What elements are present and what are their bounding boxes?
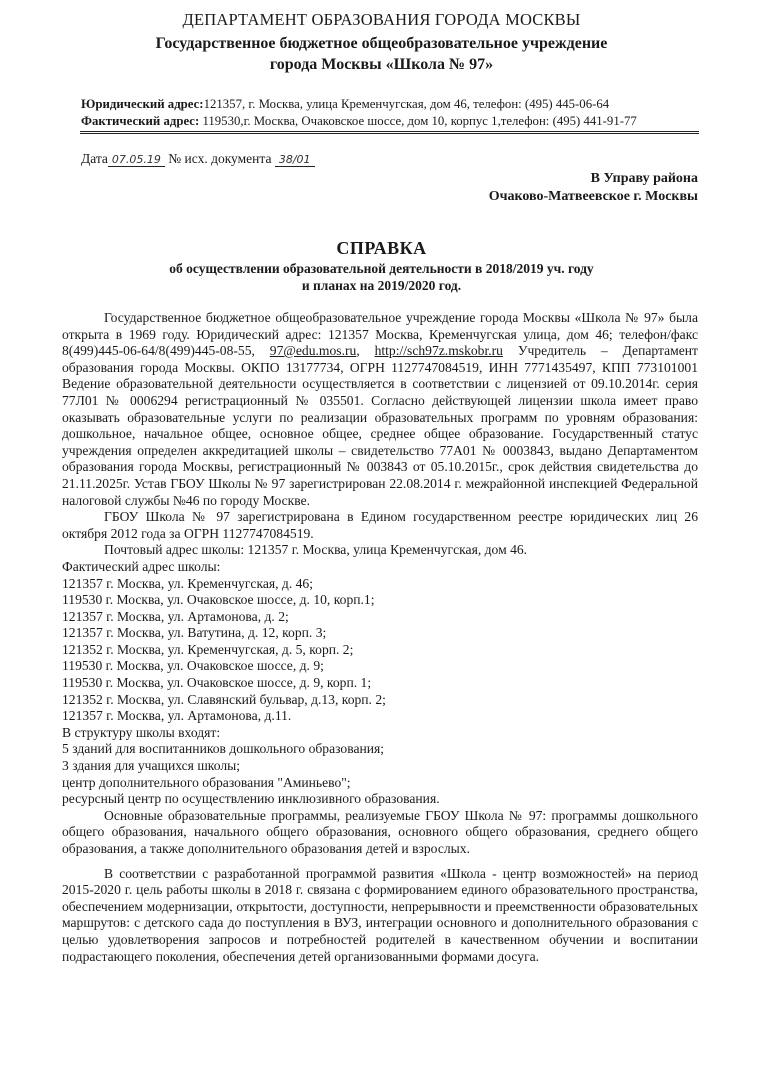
paragraph-programs: Основные образовательные программы, реализуемые ГБОУ Школа № 97: программы дошкольного общего образования, начального общего образования, основного общего образования, среднего общего образования, а также дополнительного образования детей и взрослых. (62, 807, 698, 856)
address-item: 119530 г. Москва, ул. Очаковское шоссе, д. 9, корп. 1; (62, 675, 372, 691)
structure-item: ресурсный центр по осуществлению инклюзивного образования. (62, 791, 440, 807)
paragraph-postal-address: Почтовый адрес школы: 121357 г. Москва, улица Кременчугская, дом 46. (104, 542, 528, 558)
website-link[interactable]: http://sch97z.mskobr.ru (374, 343, 503, 359)
structure-label: В структуру школы входят: (62, 724, 221, 740)
date-label: Дата (81, 151, 108, 166)
doc-number-handwritten: 38/01 (275, 153, 315, 167)
actual-addresses-label: Фактический адрес школы: (62, 558, 221, 574)
paragraph-development-program: В соответствии с разработанной программой развития «Школа - центр возможностей» на период 2015-2020 г. цель работы школы в 2018 г. связана с формированием единого образовательного пространства, обеспечением модернизации, открытости, доступности, непрерывности и преемственности образовательных маршрутов: с детского сада до поступления в ВУЗ, интеграции основного и дополнительного образования с целью удовлетворения запросов и потребностей родителей в качественном обучении и воспитании подрастающего поколения, обеспечения детей организованными формами досуга. (62, 865, 698, 964)
document-subtitle-line1: об осуществлении образовательной деятельности в 2018/2019 уч. году (169, 261, 594, 276)
legal-address (81, 97, 609, 112)
structure-item: 5 зданий для воспитанников дошкольного образования; (62, 741, 385, 757)
email-link[interactable]: 97@edu.mos.ru (269, 343, 357, 359)
header-rule-top (80, 131, 699, 132)
actual-address-label: Фактический адрес: (81, 114, 200, 128)
general-info-text-a: Государственное бюджетное общеобразовательное учреждение города Москвы «Школа № 97» была открыта в 1969 году. Юридический адрес: 121357 Москва, Кременчугская улица, дом 46; телефон/факс 8(499)445-06-64/8(499)445-08-55, (62, 310, 698, 359)
link-separator: , (356, 343, 375, 359)
institution-name-line2: города Москвы «Школа № 97» (269, 56, 494, 73)
recipient-line2: Очаково-Матвеевское г. Москвы (488, 189, 698, 204)
address-item: 121352 г. Москва, ул. Славянский бульвар, д.13, корп. 2; (62, 691, 386, 707)
doc-number-label: № исх. документа (164, 151, 275, 166)
date-handwritten: 07.05.19 (108, 153, 165, 167)
general-info-text-b: Учредитель – Департамент образования города Москвы. ОКПО 13177734, ОГРН 1127747084519, ИНН 7771435497, КПП 773101001 Ведение образовательной деятельности осуществляется в соответствии с лицензией от 09.10.2014г. серия 77Л01 № 0006294 регистрационный № 035501. Согласно действующей лицензии школа имеет право оказывать образовательные услуги по реализации образовательных программ по уровням образования: дошкольное, начальное общее, основное общее, среднее общее образование. Государственный статус учреждения определен аккредитацией школы – свидетельство 77А01 № 0003843, выдано Департаментом образования города Москвы, регистрационный № 003843 от 05.10.2015г., срок действия свидетельства до 21.11.2025г. Устав ГБОУ Школы № 97 зарегистрирован 22.08.2014 г. межрайонной инспекцией Федеральной налоговой службы №46 по городу Москве. (62, 343, 698, 508)
address-item: 121357 г. Москва, ул. Артамонова, д.11. (62, 708, 292, 724)
actual-address (81, 114, 637, 129)
department-heading: ДЕПАРТАМЕНТ ОБРАЗОВАНИЯ ГОРОДА МОСКВЫ (182, 10, 581, 29)
document-body (62, 310, 698, 965)
address-item: 119530 г. Москва, ул. Очаковское шоссе, д. 9; (62, 658, 324, 674)
paragraph-registry: ГБОУ Школа № 97 зарегистрирована в Едином государственном реестре юридических лиц 26 октября 2012 года за ОГРН 1127747084519. (62, 509, 698, 541)
address-item: 121352 г. Москва, ул. Кременчугская, д. 5, корп. 2; (62, 641, 354, 657)
date-line (81, 151, 315, 167)
structure-item: центр дополнительного образования "Аминьево"; (62, 774, 351, 790)
actual-address-value: 119530,г. Москва, Очаковское шоссе, дом 10, корпус 1,телефон: (495) 441-91-77 (199, 114, 637, 128)
address-item: 119530 г. Москва, ул. Очаковское шоссе, д. 10, корп.1; (62, 592, 375, 608)
address-item: 121357 г. Москва, ул. Кременчугская, д. 46; (62, 575, 314, 591)
structure-item: 3 здания для учащихся школы; (62, 758, 241, 774)
institution-name-line1: Государственное бюджетное общеобразовательное учреждение (155, 35, 608, 52)
legal-address-value: 121357, г. Москва, улица Кременчугская, дом 46, телефон: (495) 445-06-64 (203, 97, 610, 111)
address-item: 121357 г. Москва, ул. Артамонова, д. 2; (62, 608, 289, 624)
recipient-line1: В Управу района (590, 171, 698, 186)
legal-address-label: Юридический адрес: (81, 97, 204, 111)
header-rule-bottom (80, 133, 699, 134)
paragraph-general-info (62, 310, 698, 509)
paragraph-gap (62, 858, 698, 866)
document-title: СПРАВКА (336, 238, 427, 258)
address-item: 121357 г. Москва, ул. Ватутина, д. 12, корп. 3; (62, 625, 327, 641)
document-subtitle-line2: и планах на 2019/2020 год. (301, 278, 462, 293)
